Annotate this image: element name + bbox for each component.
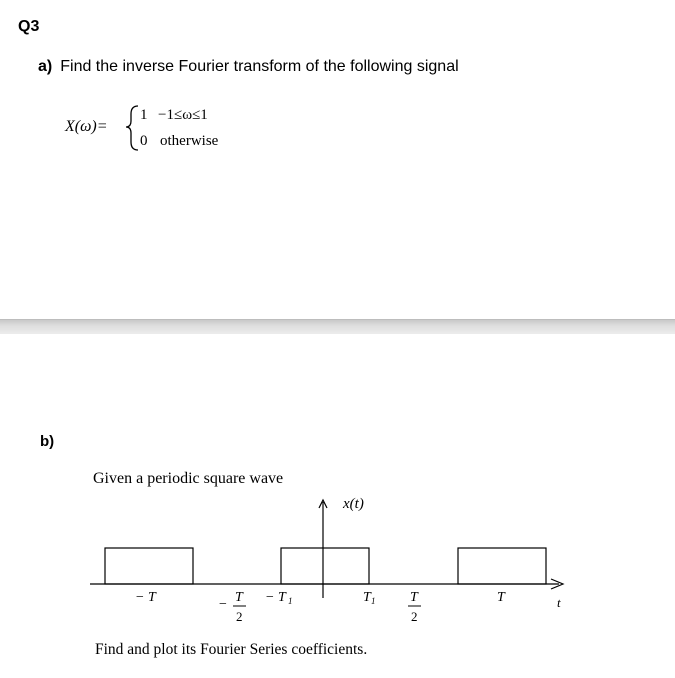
formula-case2-value: 0 [140, 133, 148, 149]
formula-lhs: X(ω)= [65, 118, 108, 135]
given-text: Given a periodic square wave [93, 470, 284, 487]
tick-T1-sub: 1 [371, 596, 376, 606]
tick-neg-T1: − T [265, 590, 286, 605]
tick-T-half-num: T [410, 590, 418, 605]
find-text: Find and plot its Fourier Series coefficients. [95, 641, 368, 658]
part-b-label: b) [40, 433, 55, 450]
t-axis-label: t [557, 595, 561, 610]
part-a-label: a) [38, 58, 53, 75]
pulse-center [281, 548, 369, 584]
section-divider [0, 319, 675, 334]
formula-case2-condition: otherwise [160, 133, 219, 149]
tick-neg-T-half-den: 2 [236, 609, 243, 624]
formula-case1-value: 1 [140, 107, 148, 123]
tick-neg-T-half-num: T [235, 590, 243, 605]
tick-neg-T1-sub: 1 [288, 596, 293, 606]
part-a-prompt [38, 58, 459, 76]
pulse-left [105, 548, 193, 584]
square-wave-plot [85, 490, 585, 640]
formula-brace [126, 106, 138, 150]
tick-T1: T [363, 590, 371, 605]
tick-neg-T: − T [135, 590, 156, 605]
question-title: Q3 [18, 18, 40, 35]
tick-neg-T-half-sign: − [219, 597, 227, 612]
part-a-text: Find the inverse Fourier transform of the following signal [60, 58, 459, 75]
formula-case1-condition: −1≤ω≤1 [158, 107, 208, 123]
tick-T: T [497, 590, 505, 605]
y-axis-label: x(t) [343, 496, 364, 512]
tick-T-half-den: 2 [411, 609, 418, 624]
piecewise-formula [60, 98, 320, 158]
pulse-right [458, 548, 546, 584]
